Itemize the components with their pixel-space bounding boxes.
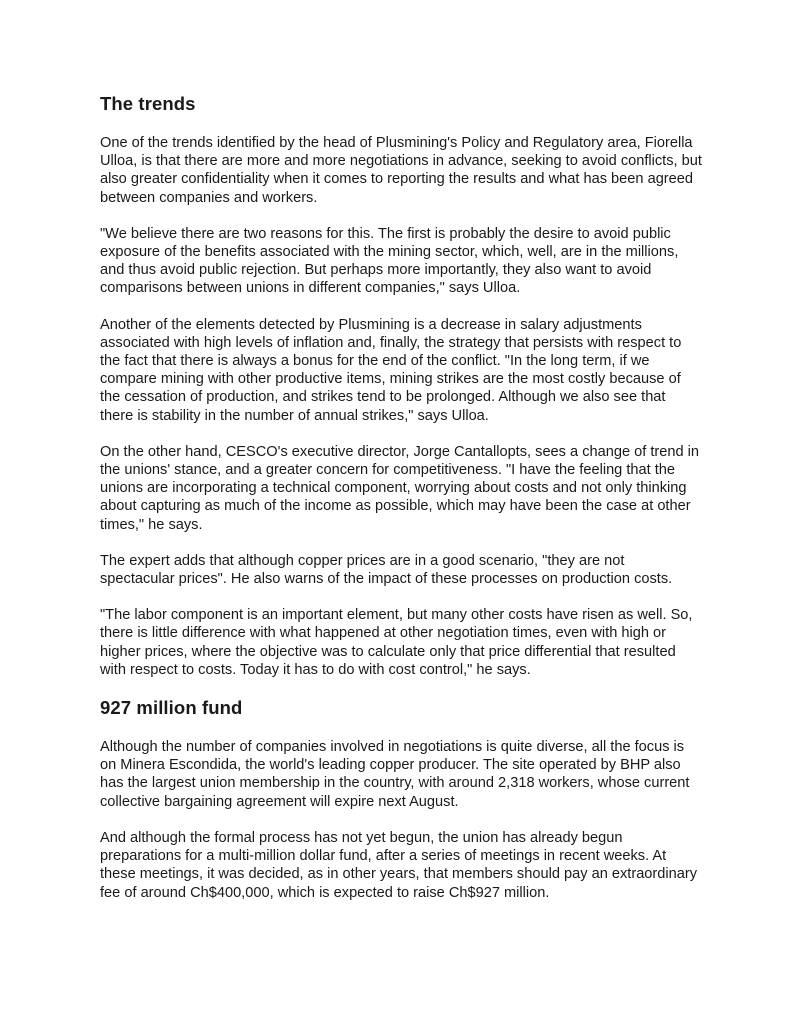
paragraph: Although the number of companies involved in negotiations is quite diverse, all the focus is on Minera Escondida, the world's leading copper producer. The site operated by BHP also has the largest union membership in the country, with around 2,318 workers, whose current collective bargaining agreement will expire next August. (100, 739, 690, 810)
document-page (100, 93, 702, 902)
paragraph: On the other hand, CESCO's executive director, Jorge Cantallopts, sees a change of trend in the unions' stance, and a greater concern for competitiveness. "I have the feeling that the unions are incorporating a technical component, worrying about costs and not only thinking about capturing as much of the income as possible, which may have been the case at other times," he says. (100, 443, 700, 533)
paragraph: "We believe there are two reasons for this. The first is probably the desire to avoid public exposure of the benefits associated with the mining sector, which, well, are in the millions, and thus avoid public rejection. But perhaps more importantly, they also want to avoid comparisons between unions in different companies," says Ulloa. (100, 225, 679, 297)
paragraph: And although the formal process has not yet begun, the union has already begun preparations for a multi-million dollar fund, after a series of meetings in recent weeks. At these meetings, it was decided, as in other years, that members should pay an extraordinary fee of around Ch$400,000, which is expected to raise Ch$927 million. (100, 829, 698, 901)
section-heading-fund: 927 million fund (100, 697, 243, 719)
paragraph: One of the trends identified by the head of Plusmining's Policy and Regulatory area, Fiorella Ulloa, is that there are more and more negotiations in advance, seeking to avoid conflicts, but also greater confidentiality when it comes to reporting the results and what has been agreed between companies and workers. (100, 135, 702, 206)
paragraph: "The labor component is an important element, but many other costs have risen as well. So, there is little difference with what happened at other negotiation times, even with high or higher prices, where the objective was to calculate only that price differential that resulted with respect to costs. Today it has to do with cost control," he says. (100, 607, 693, 678)
section-heading-trends: The trends (100, 93, 196, 114)
paragraph: Another of the elements detected by Plusmining is a decrease in salary adjustments associated with high levels of inflation and, finally, the strategy that persists with respect to the fact that there is always a bonus for the end of the conflict. "In the long term, if we compare mining with other productive items, mining strikes are the most costly because of the cessation of production, and strikes tend to be prolonged. Although we also see that there is stability in the number of annual strikes," says Ulloa. (100, 316, 682, 424)
paragraph: The expert adds that although copper prices are in a good scenario, "they are not spectacular prices". He also warns of the impact of these processes on production costs. (100, 552, 673, 588)
